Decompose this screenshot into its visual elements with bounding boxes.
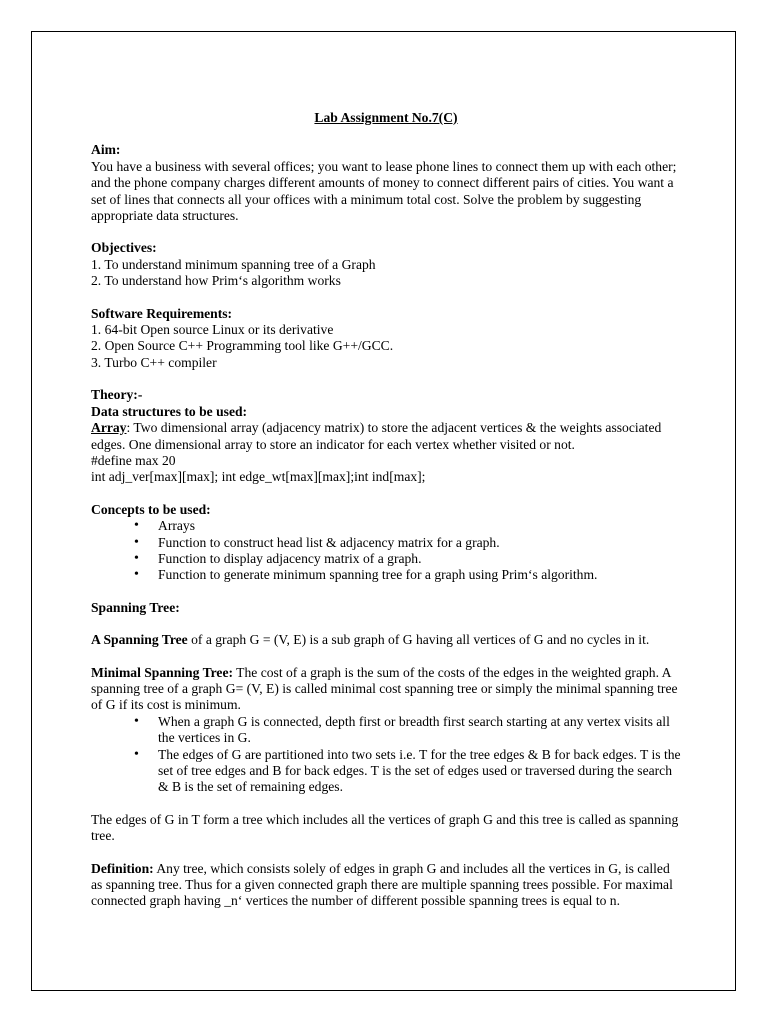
objectives-heading: Objectives:	[91, 240, 157, 256]
document-body	[91, 110, 681, 910]
definition-paragraph: Definition: Any tree, which consists solely of edges in graph G and includes all the vertices in G, is called as spanning tree. Thus for a given connected graph there are multiple spanning trees possible. For maximal connected graph having _n‘ vertices the number of different possible spanning trees is equal to n.	[91, 860, 673, 909]
code-declarations: int adj_ver[max][max]; int edge_wt[max][max];int ind[max];	[91, 469, 426, 485]
objective-item: 1. To understand minimum spanning tree of a Graph	[91, 256, 376, 272]
mst-list	[91, 714, 681, 796]
software-item: 2. Open Source C++ Programming tool like G++/GCC.	[91, 338, 394, 354]
aim-text: You have a business with several offices; you want to lease phone lines to connect them up with each other; and the phone company charges different amounts of money to connect different pairs of cities. You want a set of lines that connects all your offices with a minimum total cost. Solve the problem by suggesting appropriate data structures.	[91, 158, 677, 224]
ds-heading: Data structures to be used:	[91, 403, 248, 419]
spanning-tree-label: A Spanning Tree	[91, 632, 188, 648]
tree-paragraph: The edges of G in T form a tree which includes all the vertices of graph G and this tree is called as spanning tree.	[91, 811, 679, 844]
concepts-list	[91, 518, 681, 584]
objective-item: 2. To understand how Prim‘s algorithm works	[91, 273, 341, 289]
aim-heading: Aim:	[91, 142, 121, 158]
list-item: • When a graph G is connected, depth first or breadth first search starting at any vertex visits all the vertices in G.	[158, 714, 681, 747]
concepts-heading: Concepts to be used:	[91, 501, 211, 517]
theory-heading: Theory:-	[91, 387, 143, 403]
mst-paragraph: Minimal Spanning Tree: The cost of a graph is the sum of the costs of the edges in the weighted graph. A spanning tree of a graph G= (V, E) is called minimal cost spanning tree or simply the minimal spanning tree of G if its cost is minimum.	[91, 664, 678, 713]
software-item: 3. Turbo C++ compiler	[91, 354, 217, 370]
array-paragraph	[91, 420, 681, 453]
list-item: • Function to generate minimum spanning tree for a graph using Prim‘s algorithm.	[158, 567, 681, 583]
software-heading: Software Requirements:	[91, 305, 233, 321]
mst-label: Minimal Spanning Tree:	[91, 664, 234, 680]
array-text: : Two dimensional array (adjacency matrix) to store the adjacent vertices & the weights associated edges. One dimensional array to store an indicator for each vertex whether visited or not.	[91, 420, 662, 452]
array-label: Array	[91, 420, 127, 436]
list-item: • The edges of G are partitioned into two sets i.e. T for the tree edges & B for back edges. T is the set of tree edges and B for back edges. T is the set of edges used or traversed during the search & B is the set of remaining edges.	[158, 747, 681, 796]
code-define: #define max 20	[91, 452, 176, 468]
list-item: • Function to construct head list & adjacency matrix for a graph.	[158, 535, 681, 551]
definition-label: Definition:	[91, 860, 154, 876]
spanning-tree-heading: Spanning Tree:	[91, 599, 180, 615]
list-item: • Function to display adjacency matrix of a graph.	[158, 551, 681, 567]
software-item: 1. 64-bit Open source Linux or its derivative	[91, 322, 334, 338]
document-title: Lab Assignment No.7(C)	[314, 110, 458, 125]
spanning-tree-definition: A Spanning Tree of a graph G = (V, E) is a sub graph of G having all vertices of G and no cycles in it.	[91, 632, 650, 648]
list-item: • Arrays	[158, 518, 681, 534]
